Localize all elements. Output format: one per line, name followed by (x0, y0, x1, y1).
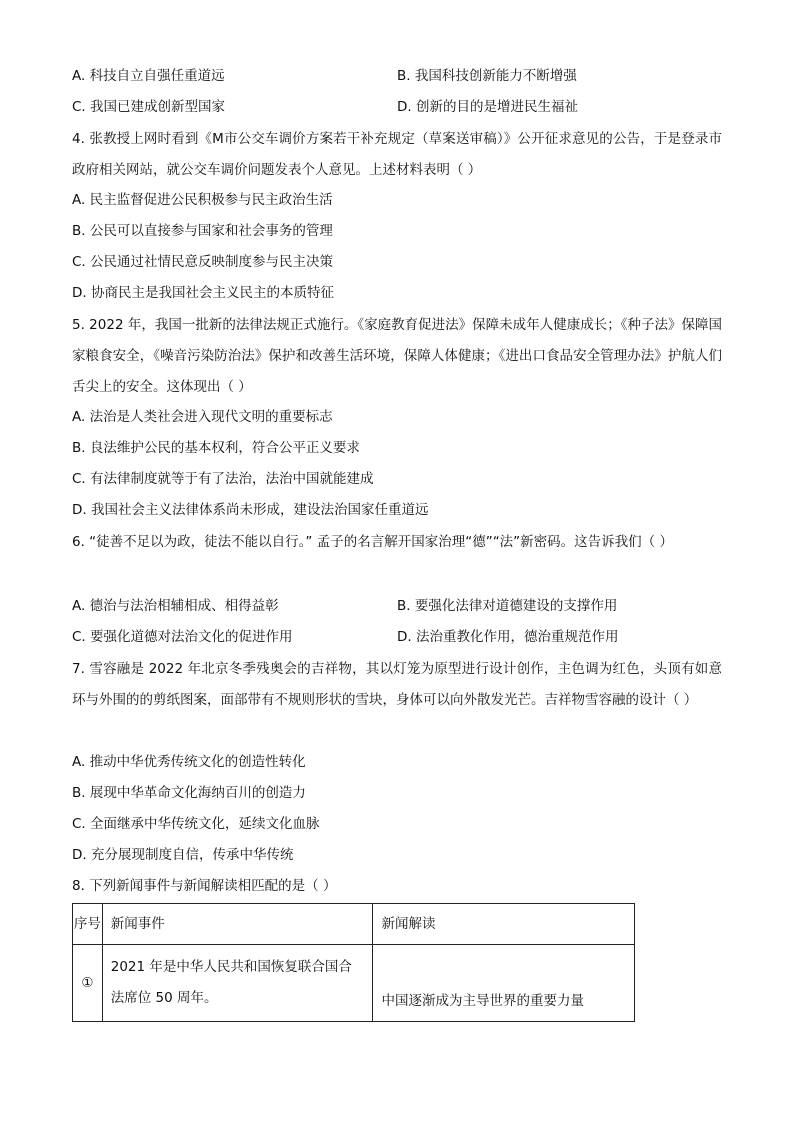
q5-stem: 5. 2022 年，我国一批新的法律法规正式施行。《家庭教育促进法》保障未成年人健康成长；《种子法》保障国家粮食安全，《噪音污染防治法》保护和改善生活环境，保障人体健康；《进出口食品安全管理办法》护航人们舌尖上的安全。这体现出（ ） (72, 317, 722, 395)
q3-option-b: B. 我国科技创新能力不断增强 (397, 68, 577, 84)
q3-option-d: D. 创新的目的是增进民生福祉 (397, 99, 578, 115)
q3-option-c: C. 我国已建成创新型国家 (72, 99, 226, 115)
q4-option-d: D. 协商民主是我国社会主义民主的本质特征 (72, 285, 334, 301)
row-news-interpretation: 中国逐渐成为主导世界的重要力量 (373, 945, 635, 1022)
header-index: 序号 (73, 904, 103, 945)
q7-option-b: B. 展现中华革命文化海纳百川的创造力 (72, 785, 306, 801)
q6-option-a: A. 德治与法治相辅相成、相得益彰 (72, 598, 279, 614)
q7-option-a: A. 推动中华优秀传统文化的创造性转化 (72, 754, 306, 770)
header-news-interpretation: 新闻解读 (373, 904, 635, 945)
q6-option-d: D. 法治重教化作用，德治重规范作用 (397, 629, 619, 645)
header-news-event: 新闻事件 (102, 904, 373, 945)
q5-option-c: C. 有法律制度就等于有了法治，法治中国就能建成 (72, 471, 374, 487)
q5-option-a: A. 法治是人类社会进入现代文明的重要标志 (72, 409, 333, 425)
q4-option-b: B. 公民可以直接参与国家和社会事务的管理 (72, 223, 333, 239)
table-row (73, 945, 635, 1022)
q6-option-b: B. 要强化法律对道德建设的支撑作用 (397, 598, 618, 614)
q6-stem: 6. “徒善不足以为政，徒法不能以自行。” 孟子的名言解开国家治理“德”“法”新密码。这告诉我们（ ） (72, 534, 673, 550)
q6-option-c: C. 要强化道德对法治文化的促进作用 (72, 629, 293, 645)
q5-option-d: D. 我国社会主义法律体系尚未形成，建设法治国家任重道远 (72, 502, 429, 518)
q8-stem: 8. 下列新闻事件与新闻解读相匹配的是（ ） (72, 878, 337, 894)
q3-option-a: A. 科技自立自强任重道远 (72, 68, 225, 84)
q7-stem: 7. 雪容融是 2022 年北京冬季残奥会的吉祥物，其以灯笼为原型进行设计创作，主色调为红色，头顶有如意环与外围的的剪纸图案，面部带有不规则形状的雪块，身体可以向外散发光芒。吉祥物雪容融的设计（ ） (72, 661, 722, 708)
q7-option-c: C. 全面继承中华传统文化，延续文化血脉 (72, 816, 320, 832)
table-header-row (73, 904, 635, 945)
news-table (72, 903, 635, 1022)
q4-option-a: A. 民主监督促进公民积极参与民主政治生活 (72, 192, 333, 208)
row-index: ① (73, 945, 103, 1022)
q4-stem: 4. 张教授上网时看到《M市公交车调价方案若干补充规定（草案送审稿）》公开征求意见的公告，于是登录市政府相关网站，就公交车调价问题发表个人意见。上述材料表明（ ） (72, 131, 722, 178)
q5-option-b: B. 良法维护公民的基本权利，符合公平正义要求 (72, 440, 360, 456)
row-news-event: 2021 年是中华人民共和国恢复联合国合法席位 50 周年。 (102, 945, 373, 1022)
q7-option-d: D. 充分展现制度自信，传承中华传统 (72, 847, 294, 863)
q4-option-c: C. 公民通过社情民意反映制度参与民主决策 (72, 254, 334, 270)
